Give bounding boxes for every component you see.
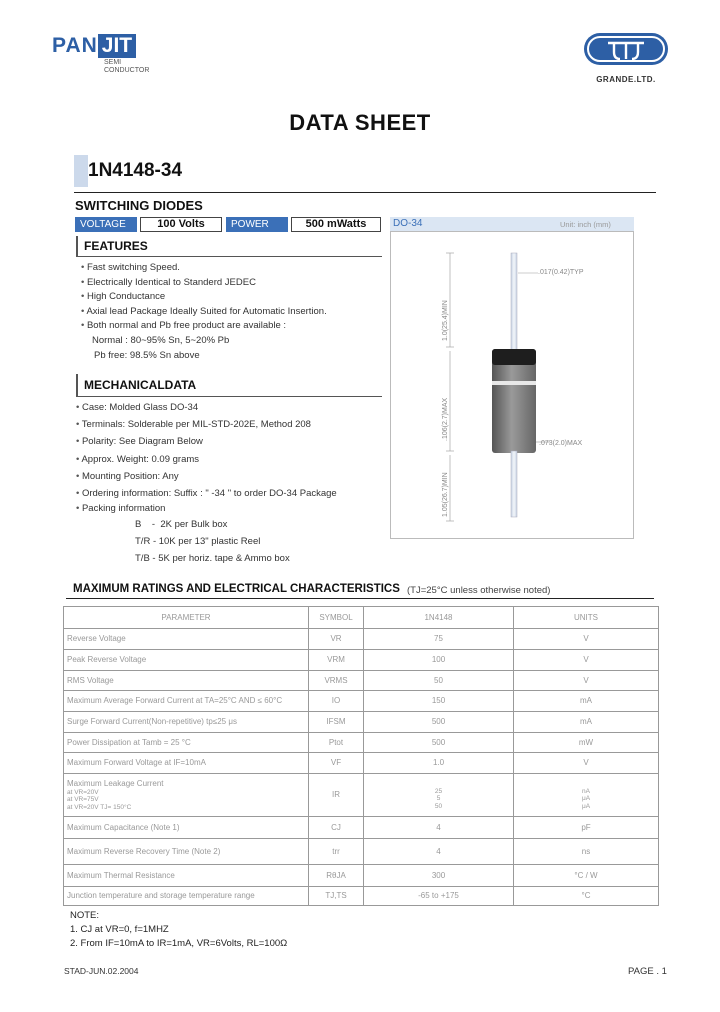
param-cell: Maximum Reverse Recovery Time (Note 2) — [64, 839, 309, 865]
table-row — [64, 629, 659, 650]
note-line: 2. From IF=10mA to IR=1mA, VR=6Volts, RL=100Ω — [70, 938, 288, 949]
table-row — [64, 774, 659, 817]
power-label: POWER — [226, 217, 288, 232]
ratings-rule — [66, 598, 654, 599]
power-value: 500 mWatts — [291, 217, 381, 232]
param-sub: at VR=75V — [67, 796, 99, 804]
packing-item: B - 2K per Bulk box — [135, 519, 228, 530]
table-row — [64, 733, 659, 753]
unit-cell: V — [514, 650, 659, 671]
feature-item: • Both normal and Pb free product are available : — [81, 320, 287, 332]
param-main: Maximum Leakage Current — [67, 778, 164, 788]
cathode-band — [492, 349, 536, 365]
value-cell: 500 — [364, 712, 514, 733]
unit-cell: mA — [514, 691, 659, 712]
do34-outline-drawing — [390, 231, 634, 539]
symbol-cell: RθJA — [309, 865, 364, 887]
col-header: SYMBOL — [309, 607, 364, 629]
param-cell: Surge Forward Current(Non-repetitive) tp≤25 μs — [64, 712, 309, 733]
package-unit: Unit: inch (mm) — [560, 220, 611, 229]
value-cell: 75 — [364, 629, 514, 650]
part-number: 1N4148-34 — [88, 160, 183, 181]
value-cell: 4 — [364, 839, 514, 865]
product-subtitle: SWITCHING DIODES — [75, 198, 203, 213]
note-line: 1. CJ at VR=0, f=1MHZ — [70, 924, 169, 935]
voltage-label: VOLTAGE — [75, 217, 137, 232]
features-list — [81, 261, 386, 363]
packing-item: T/R - 10K per 13" plastic Reel — [135, 536, 261, 547]
param-cell: Maximum Thermal Resistance — [64, 865, 309, 887]
param-sub: at VR=20V TJ= 150°C — [67, 803, 132, 811]
mechanical-item: • Terminals: Solderable per MIL-STD-202E, Method 208 — [76, 419, 311, 431]
param-cell: Maximum Capacitance (Note 1) — [64, 817, 309, 839]
unit-cell: mW — [514, 733, 659, 753]
table-row — [64, 712, 659, 733]
mechanical-item: • Approx. Weight: 0.09 grams — [76, 453, 200, 465]
top-lead — [511, 253, 517, 351]
notes-heading: NOTE: — [70, 910, 100, 921]
symbol-cell: VR — [309, 629, 364, 650]
footer-date: STAD-JUN.02.2004 — [64, 966, 139, 976]
ratings-title: MAXIMUM RATINGS AND ELECTRICAL CHARACTERISTICS — [73, 583, 400, 595]
unit-cell: V — [514, 629, 659, 650]
dim-bot-lead: 1.05(26.7)MIN — [442, 472, 449, 517]
dim-lead-dia: .017(0.42)TYP — [538, 269, 584, 276]
value-cell: 4 — [364, 817, 514, 839]
features-heading: FEATURES — [84, 239, 148, 253]
ratings-table — [63, 606, 659, 906]
unit-cell: V — [514, 753, 659, 774]
table-row — [64, 865, 659, 887]
unit-cell: V — [514, 671, 659, 691]
symbol-cell: VF — [309, 753, 364, 774]
unit-cell: ns — [514, 839, 659, 865]
table-row — [64, 887, 659, 906]
value-cell: 150 — [364, 691, 514, 712]
logo-sub-conductor: CONDUCTOR — [104, 67, 150, 74]
table-row — [64, 650, 659, 671]
feature-item: • Fast switching Speed. — [81, 262, 180, 273]
panjit-logo — [52, 34, 172, 78]
col-header: UNITS — [514, 607, 659, 629]
mechanical-item: • Ordering information: Suffix : " -34 " to order DO-34 Package — [76, 488, 337, 500]
param-cell: RMS Voltage — [64, 671, 309, 691]
col-header: PARAMETER — [64, 607, 309, 629]
table-row — [64, 671, 659, 691]
part-number-tab — [74, 155, 88, 187]
unit-cell: nA μA μA — [514, 774, 659, 817]
param-cell — [64, 774, 309, 817]
mechanical-heading: MECHANICALDATA — [84, 378, 197, 392]
feature-item: • Electrically Identical to Standerd JEDEC — [81, 276, 256, 288]
notes-block — [70, 909, 287, 951]
param-cell: Power Dissipation at Tamb = 25 °C — [64, 733, 309, 753]
unit-cell: °C — [514, 887, 659, 906]
table-row — [64, 691, 659, 712]
symbol-cell: IR — [309, 774, 364, 817]
param-cell: Reverse Voltage — [64, 629, 309, 650]
page-title: DATA SHEET — [289, 110, 431, 135]
param-cell: Peak Reverse Voltage — [64, 650, 309, 671]
symbol-cell: Ptot — [309, 733, 364, 753]
symbol-cell: VRMS — [309, 671, 364, 691]
feature-item: • Axial lead Package Ideally Suited for Automatic Insertion. — [81, 305, 327, 317]
symbol-cell: VRM — [309, 650, 364, 671]
part-divider — [74, 192, 656, 193]
value-cell: 50 — [364, 671, 514, 691]
value-cell: 1.0 — [364, 753, 514, 774]
value-cell: 300 — [364, 865, 514, 887]
ratings-condition: (TJ=25°C unless otherwise noted) — [407, 585, 551, 596]
mechanical-bar — [76, 374, 78, 396]
dim-top-lead: 1.0(25.4)MIN — [442, 300, 449, 341]
param-cell: Maximum Forward Voltage at IF=10mA — [64, 753, 309, 774]
body-gap-line — [492, 381, 536, 385]
mechanical-rule — [76, 396, 382, 397]
packing-list — [135, 516, 290, 567]
value-cell: -65 to +175 — [364, 887, 514, 906]
param-cell: Maximum Average Forward Current at TA=25°C AND ≤ 60°C — [64, 691, 309, 712]
param-sub: at VR=20V — [67, 788, 99, 796]
mechanical-item: • Packing information — [76, 503, 166, 515]
unit-cell: mA — [514, 712, 659, 733]
packing-item: T/B - 5K per horiz. tape & Ammo box — [135, 553, 290, 564]
dim-body-dia: .073(2.0)MAX — [539, 440, 583, 447]
table-header-row — [64, 607, 659, 629]
grande-logo — [578, 30, 674, 84]
features-rule — [76, 256, 382, 257]
table-row — [64, 839, 659, 865]
voltage-value: 100 Volts — [140, 217, 222, 232]
feature-sub-item: Pb free: 98.5% Sn above — [94, 349, 200, 361]
param-cell: Junction temperature and storage temperature range — [64, 887, 309, 906]
mechanical-item: • Mounting Position: Any — [76, 470, 179, 482]
value-cell: 500 — [364, 733, 514, 753]
logo-box-text: JIT — [98, 34, 136, 58]
dim-body-len: .106(2.7)MAX — [442, 397, 449, 441]
table-row — [64, 817, 659, 839]
symbol-cell: IFSM — [309, 712, 364, 733]
value-cell: 100 — [364, 650, 514, 671]
bottom-lead — [511, 451, 517, 517]
grande-name: GRANDE.LTD. — [596, 75, 656, 84]
symbol-cell: trr — [309, 839, 364, 865]
symbol-cell: TJ,TS — [309, 887, 364, 906]
logo-sub-semi: SEMI — [104, 59, 122, 66]
mechanical-item: • Case: Molded Glass DO-34 — [76, 402, 199, 413]
symbol-cell: IO — [309, 691, 364, 712]
mechanical-list — [76, 399, 386, 517]
feature-sub-item: Normal : 80~95% Sn, 5~20% Pb — [92, 334, 230, 346]
grande-emblem-icon — [578, 30, 674, 70]
footer-page: PAGE . 1 — [628, 966, 667, 977]
mechanical-item: • Polarity: See Diagram Below — [76, 436, 203, 448]
col-header: 1N4148 — [364, 607, 514, 629]
value-cell: 25 5 50 — [364, 774, 514, 817]
unit-cell: °C / W — [514, 865, 659, 887]
features-bar — [76, 236, 78, 256]
symbol-cell: CJ — [309, 817, 364, 839]
logo-prefix: PAN — [52, 34, 98, 57]
table-row — [64, 753, 659, 774]
feature-item: • High Conductance — [81, 291, 166, 303]
package-name: DO-34 — [393, 218, 423, 229]
unit-cell: pF — [514, 817, 659, 839]
